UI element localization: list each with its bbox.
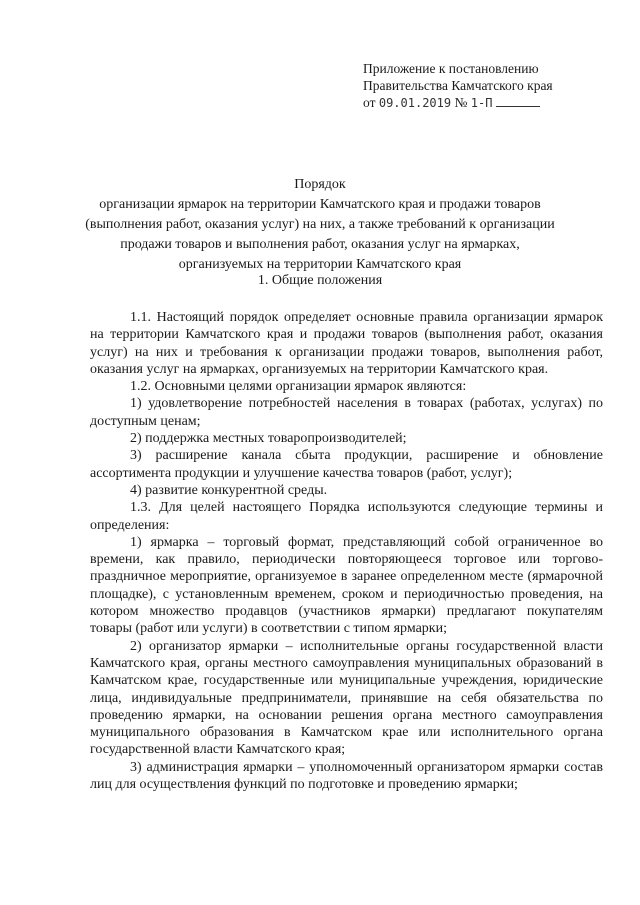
paragraph: 1.3. Для целей настоящего Порядка используются следующие термины и определения: [90, 500, 603, 533]
appendix-date: 09.01.2019 [378, 96, 452, 110]
appendix-date-line [363, 94, 603, 112]
title-line: (выполнения работ, оказания услуг) на них, а также требований к организации [85, 217, 555, 232]
title-line: продажи товаров и выполнения работ, оказания услуг на ярмарках, [120, 237, 520, 252]
paragraph: 2) поддержка местных товаропроизводителей; [130, 431, 407, 447]
appendix-header [363, 60, 603, 112]
title-line: организуемых на территории Камчатского края [178, 257, 462, 272]
title-line: организации ярмарок на территории Камчатского края и продажи товаров [99, 197, 541, 212]
paragraph: 3) администрация ярмарки – уполномоченный организатором ярмарки состав лиц для осуществления функций по подготовке и проведению ярмарки; [90, 759, 603, 793]
document-title [60, 175, 580, 275]
appendix-number-label: № [454, 95, 468, 110]
paragraph: 1) удовлетворение потребностей населения в товарах (работах, услугах) по доступным ценам; [90, 396, 603, 429]
paragraph: 2) организатор ярмарки – исполнительные органы государственной власти Камчатского края, органы местного самоуправления муниципальных образований в Камчатском крае, государственные или муниципальные учреждения, юридические лица, индивидуальные предприниматели, принявшие на себя обязательства по проведению ярмарки, на основании решения органа местного самоуправления муниципального образования в Камчатском крае или исполнительного органа государственной власти Камчатского края; [90, 638, 603, 758]
section-title: 1. Общие положения [257, 273, 383, 288]
paragraph: 4) развитие конкурентной среды. [130, 482, 328, 498]
paragraph: 1.1. Настоящий порядок определяет основные правила организации ярмарок на территории Камчатского края и продажи товаров (выполнения работ, оказания услуг) на них и требования к организации продажи товаров, выполнения работ, оказания услуг на ярмарках, организуемых на территории Камчатского края. [90, 310, 603, 377]
paragraph: 1) ярмарка – торговый формат, представляющий собой ограниченное во времени, как правило, периодически повторяющееся торговое или торгово-праздничное мероприятие, организуемое в заранее определенном месте (ярмарочной площадке), с установленным временем, сроком и периодичностью проведения, на котором множество продавцов (участников ярмарки) предлагают покупателям товары (работ или услуги) в соответствии с типом ярмарки; [90, 534, 603, 637]
appendix-line-1: Приложение к постановлению [363, 61, 539, 76]
appendix-number: 1-П [470, 96, 493, 110]
paragraph: 3) расширение канала сбыта продукции, расширение и обновление ассортимента продукции и улучшение качества товаров (работ, услуг); [90, 448, 603, 481]
title-heading: Порядок [294, 177, 346, 192]
document-body [90, 309, 603, 793]
appendix-line-2: Правительства Камчатского края [363, 78, 553, 93]
paragraph: 1.2. Основными целями организации ярмарок являются: [130, 379, 467, 395]
appendix-date-prefix: от [363, 95, 376, 110]
appendix-number-underline [496, 94, 540, 107]
